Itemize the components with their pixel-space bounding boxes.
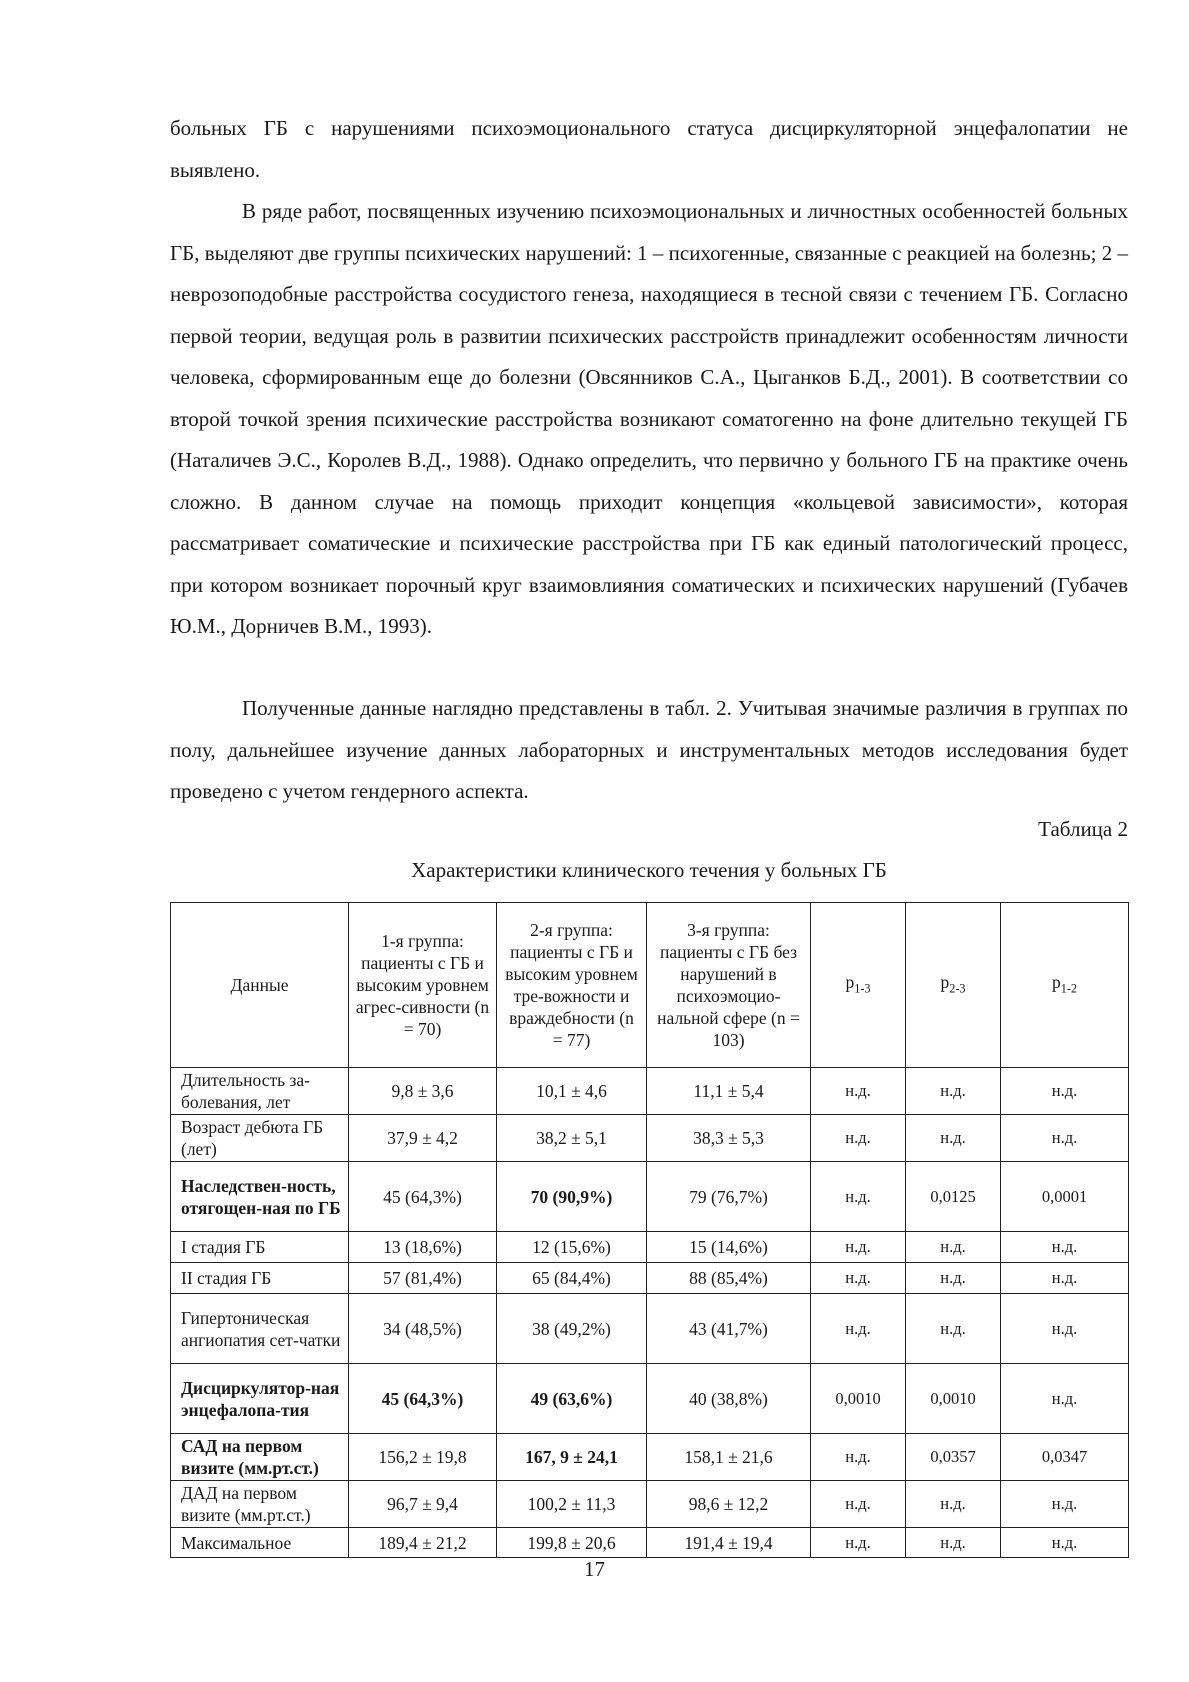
- row-label: Длительность за-болевания, лет: [171, 1068, 349, 1115]
- cell-group2: 167, 9 ± 24,1: [497, 1434, 647, 1481]
- cell-p12: н.д.: [1001, 1481, 1129, 1528]
- cell-p13: н.д.: [811, 1263, 906, 1294]
- table-row: [171, 1162, 1129, 1232]
- header-p23-sub: 2-3: [949, 981, 966, 996]
- cell-group1: 45 (64,3%): [349, 1364, 497, 1434]
- cell-group2: 65 (84,4%): [497, 1263, 647, 1294]
- cell-p13: н.д.: [811, 1068, 906, 1115]
- cell-group1: 156,2 ± 19,8: [349, 1434, 497, 1481]
- cell-p23: н.д.: [906, 1294, 1001, 1364]
- cell-group3: 98,6 ± 12,2: [647, 1481, 811, 1528]
- row-label: ДАД на первом визите (мм.рт.ст.): [171, 1481, 349, 1528]
- cell-group2: 199,8 ± 20,6: [497, 1528, 647, 1558]
- cell-p12: н.д.: [1001, 1528, 1129, 1558]
- row-label: Наследствен-ность, отягощен-ная по ГБ: [171, 1162, 349, 1232]
- cell-p23: н.д.: [906, 1115, 1001, 1162]
- header-p13: [811, 903, 906, 1068]
- page-number: 17: [584, 1557, 605, 1581]
- cell-group1: 34 (48,5%): [349, 1294, 497, 1364]
- row-label: Возраст дебюта ГБ (лет): [171, 1115, 349, 1162]
- table-row: [171, 1294, 1129, 1364]
- table-row: [171, 1364, 1129, 1434]
- header-p12-base: p: [1051, 971, 1061, 992]
- row-label: Гипертоническая ангиопатия сет-чатки: [171, 1294, 349, 1364]
- header-p23-base: p: [940, 971, 950, 992]
- cell-p23: 0,0125: [906, 1162, 1001, 1232]
- cell-p13: 0,0010: [811, 1364, 906, 1434]
- cell-p13: н.д.: [811, 1115, 906, 1162]
- cell-p13: н.д.: [811, 1528, 906, 1558]
- cell-group2: 12 (15,6%): [497, 1232, 647, 1263]
- cell-p13: н.д.: [811, 1294, 906, 1364]
- cell-group1: 189,4 ± 21,2: [349, 1528, 497, 1558]
- cell-p23: 0,0010: [906, 1364, 1001, 1434]
- cell-p23: н.д.: [906, 1068, 1001, 1115]
- table-header-row: [171, 903, 1129, 1068]
- cell-p23: н.д.: [906, 1481, 1001, 1528]
- table-row: [171, 1263, 1129, 1294]
- cell-p12: 0,0001: [1001, 1162, 1129, 1232]
- cell-p23: н.д.: [906, 1263, 1001, 1294]
- cell-p13: н.д.: [811, 1162, 906, 1232]
- cell-p12: н.д.: [1001, 1068, 1129, 1115]
- cell-group3: 15 (14,6%): [647, 1232, 811, 1263]
- table-number: Таблица 2: [1038, 817, 1128, 841]
- paragraph-results-summary: Полученные данные наглядно представлены в табл. 2. Учитывая значимые различия в группах по полу, дальнейшее изучение данных лабораторных и инструментальных методов исследования будет проведено с учетом гендерного аспекта.: [170, 696, 1128, 803]
- cell-p23: н.д.: [906, 1232, 1001, 1263]
- row-label: I стадия ГБ: [171, 1232, 349, 1263]
- row-label: Дисциркулятор-ная энцефалопа-тия: [171, 1364, 349, 1434]
- header-p13-base: p: [845, 971, 855, 992]
- cell-group2: 100,2 ± 11,3: [497, 1481, 647, 1528]
- header-group2: 2-я группа: пациенты с ГБ и высоким уровнем тре-вожности и враждебности (n = 77): [497, 903, 647, 1068]
- cell-group1: 57 (81,4%): [349, 1263, 497, 1294]
- table-row: [171, 1481, 1129, 1528]
- cell-group1: 96,7 ± 9,4: [349, 1481, 497, 1528]
- cell-group3: 43 (41,7%): [647, 1294, 811, 1364]
- table-row: [171, 1115, 1129, 1162]
- table-row: [171, 1232, 1129, 1263]
- cell-p23: 0,0357: [906, 1434, 1001, 1481]
- cell-group3: 40 (38,8%): [647, 1364, 811, 1434]
- header-group1: 1-я группа: пациенты с ГБ и высоким уровнем агрес-сивности (n = 70): [349, 903, 497, 1068]
- cell-p12: н.д.: [1001, 1232, 1129, 1263]
- cell-group3: 38,3 ± 5,3: [647, 1115, 811, 1162]
- table-row: [171, 1528, 1129, 1558]
- cell-group1: 13 (18,6%): [349, 1232, 497, 1263]
- cell-group3: 11,1 ± 5,4: [647, 1068, 811, 1115]
- row-label: Максимальное: [171, 1528, 349, 1558]
- cell-p12: 0,0347: [1001, 1434, 1129, 1481]
- cell-group3: 158,1 ± 21,6: [647, 1434, 811, 1481]
- cell-p13: н.д.: [811, 1232, 906, 1263]
- header-p12-sub: 1-2: [1060, 981, 1078, 996]
- header-group3: 3-я группа: пациенты с ГБ без нарушений в психоэмоцио-нальной сфере (n = 103): [647, 903, 811, 1068]
- header-p23: [906, 903, 1001, 1068]
- cell-group1: 45 (64,3%): [349, 1162, 497, 1232]
- cell-p12: н.д.: [1001, 1294, 1129, 1364]
- paragraph-continuation: больных ГБ с нарушениями психоэмоционального статуса дисциркуляторной энцефалопатии не выявлено.: [170, 116, 1128, 182]
- cell-group2: 70 (90,9%): [497, 1162, 647, 1232]
- cell-group3: 79 (76,7%): [647, 1162, 811, 1232]
- table-row: [171, 1434, 1129, 1481]
- cell-p13: н.д.: [811, 1481, 906, 1528]
- cell-group2: 38,2 ± 5,1: [497, 1115, 647, 1162]
- row-label: II стадия ГБ: [171, 1263, 349, 1294]
- cell-group2: 49 (63,6%): [497, 1364, 647, 1434]
- cell-group3: 88 (85,4%): [647, 1263, 811, 1294]
- cell-p12: н.д.: [1001, 1263, 1129, 1294]
- cell-group3: 191,4 ± 19,4: [647, 1528, 811, 1558]
- table-caption: Характеристики клинического течения у больных ГБ: [411, 858, 887, 882]
- cell-p23: н.д.: [906, 1528, 1001, 1558]
- header-p12: [1001, 903, 1129, 1068]
- header-data: Данные: [171, 903, 349, 1068]
- header-p13-sub: 1-3: [854, 981, 871, 996]
- cell-group2: 10,1 ± 4,6: [497, 1068, 647, 1115]
- clinical-characteristics-table: [170, 902, 1129, 1558]
- cell-p12: н.д.: [1001, 1115, 1129, 1162]
- paragraph-literature-review: В ряде работ, посвященных изучению психоэмоциональных и личностных особенностей больных ГБ, выделяют две группы психических нарушений: 1 – психогенные, связанные с реакцией на болезнь; 2 – неврозоподобные расстройства сосудистого генеза, находящиеся в тесной связи с течением ГБ. Согласно первой теории, ведущая роль в развитии психических расстройств принадлежит особенностям личности человека, сформированным еще до болезни (Овсянников С.А., Цыганков Б.Д., 2001). В соответствии со второй точкой зрения психические расстройства возникают соматогенно на фоне длительно текущей ГБ (Наталичев Э.С., Королев В.Д., 1988). Однако определить, что первично у больного ГБ на практике очень сложно. В данном случае на помощь приходит концепция «кольцевой зависимости», которая рассматривает соматические и психические расстройства при ГБ как единый патологический процесс, при котором возникает порочный круг взаимовлияния соматических и психических нарушений (Губачев Ю.М., Дорничев В.М., 1993).: [170, 199, 1128, 638]
- cell-group1: 37,9 ± 4,2: [349, 1115, 497, 1162]
- cell-group1: 9,8 ± 3,6: [349, 1068, 497, 1115]
- row-label: САД на первом визите (мм.рт.ст.): [171, 1434, 349, 1481]
- table-row: [171, 1068, 1129, 1115]
- cell-p12: н.д.: [1001, 1364, 1129, 1434]
- cell-p13: н.д.: [811, 1434, 906, 1481]
- cell-group2: 38 (49,2%): [497, 1294, 647, 1364]
